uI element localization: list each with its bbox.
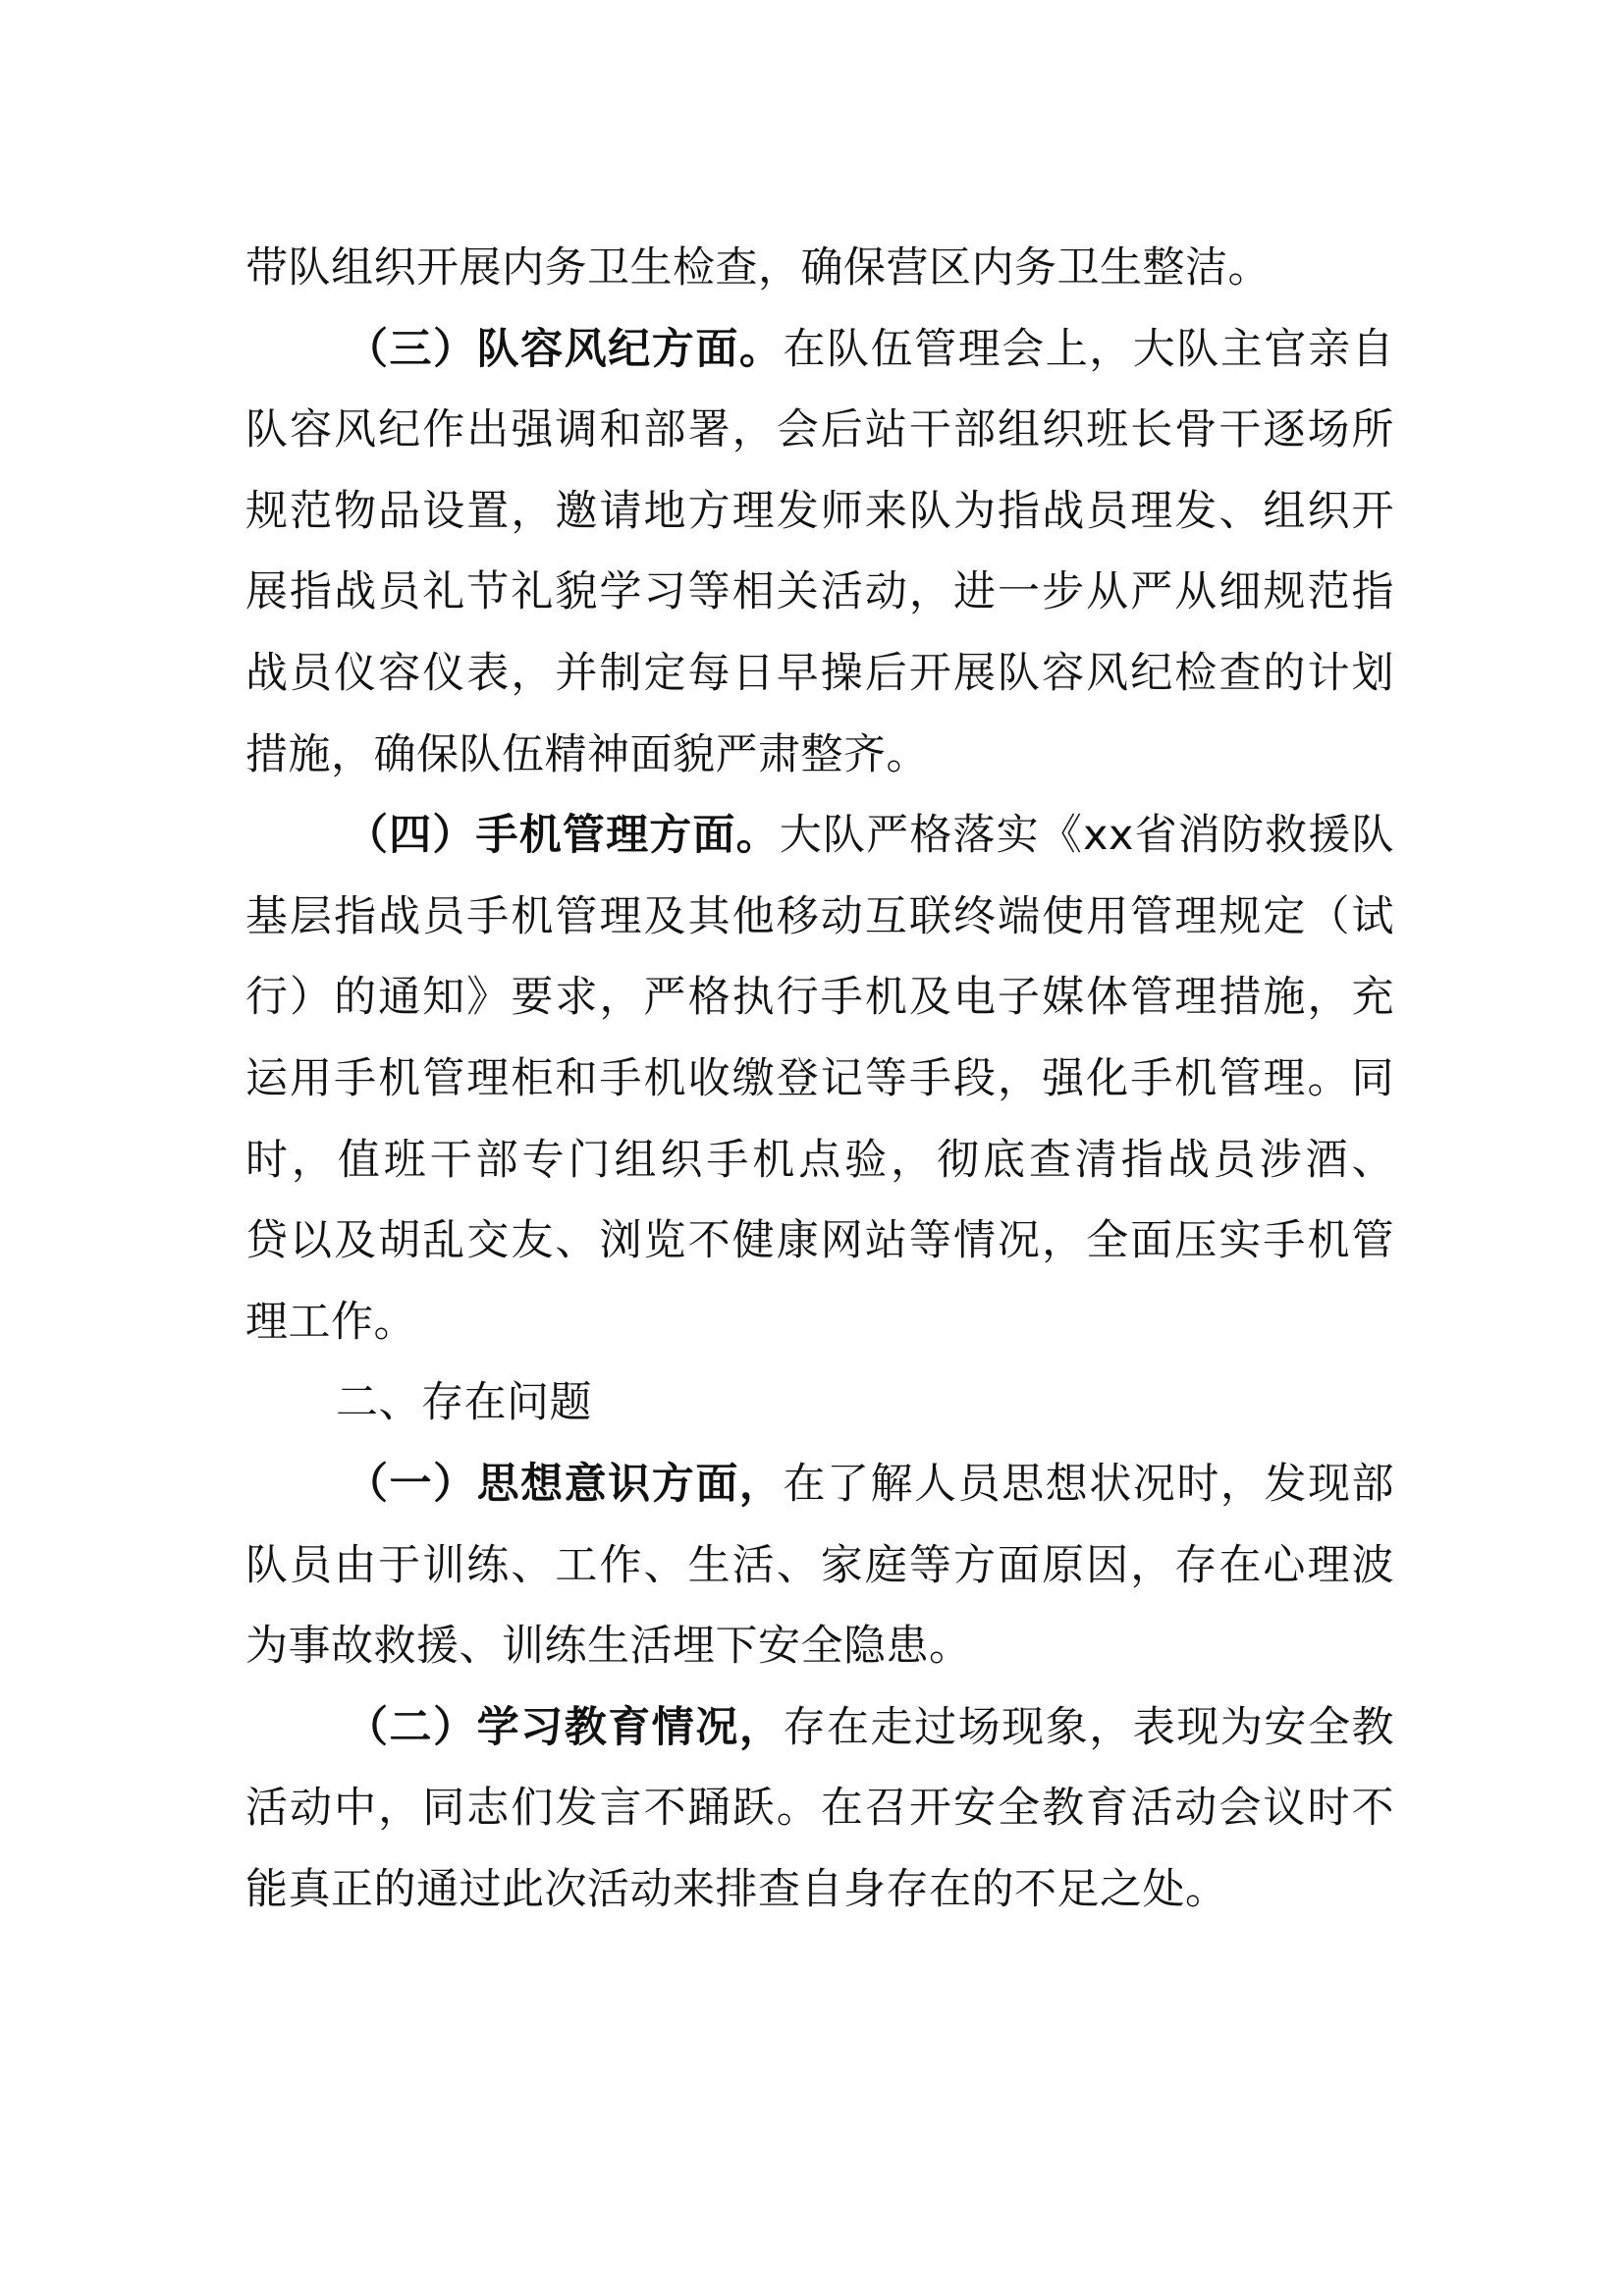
text-line: 时，值班干部专门组织手机点验，彻底查清指战员涉酒、 [245,1135,1394,1185]
text-line: 贷以及胡乱交友、浏览不健康网站等情况，全面压实手机管 [245,1216,1394,1266]
text-line: 展指战员礼节礼貌学习等相关活动，进一步从严从细规范指 [245,567,1394,617]
paragraph-line-heading: （二）学习教育情况，存在走过场现象，表现为安全教 [346,1702,1394,1752]
text-line: 理工作。 [245,1297,416,1347]
section-heading: （一）思想意识方面， [346,1459,784,1509]
text-line: 活动中，同志们发言不踊跃。在召开安全教育活动会议时不 [245,1784,1394,1834]
paragraph-line-heading: （四）手机管理方面。大队严格落实《xx省消防救援队 [346,811,1394,861]
text-line: 队员由于训练、工作、生活、家庭等方面原因，存在心理波 [245,1540,1394,1590]
section-heading: （四）手机管理方面。 [346,811,780,861]
text-line: 带队组织开展内务卫生检查，确保营区内务卫生整洁。 [245,243,1271,293]
text-line: 规范物品设置，邀请地方理发师来队为指战员理发、组织开 [245,486,1394,536]
section-title: 二、存在问题 [336,1378,592,1428]
text-line: 能真正的通过此次活动来排查自身存在的不足之处。 [245,1864,1228,1914]
text-line: 措施，确保队伍精神面貌严肃整齐。 [245,729,929,779]
text-line: 为事故救援、训练生活埋下安全隐患。 [245,1622,972,1672]
paragraph-line-heading: （一）思想意识方面，在了解人员思想状况时，发现部 [346,1459,1394,1509]
text-line: 行）的通知》要求，严格执行手机及电子媒体管理措施，充 [245,973,1394,1023]
document-body [245,228,1394,1930]
paragraph-line-heading: （三）队容风纪方面。在队伍管理会上，大队主官亲自 [346,324,1394,374]
text-line: 战员仪容仪表，并制定每日早操后开展队容风纪检查的计划 [245,648,1394,698]
text-line: 队容风纪作出强调和部署，会后站干部组织班长骨干逐场所 [245,405,1394,455]
section-heading: （三）队容风纪方面。 [346,324,784,374]
text-line: 基层指战员手机管理及其他移动互联终端使用管理规定（试 [245,891,1394,941]
text-line: 运用手机管理柜和手机收缴登记等手段，强化手机管理。同 [245,1053,1394,1103]
section-heading: （二）学习教育情况， [346,1702,784,1752]
